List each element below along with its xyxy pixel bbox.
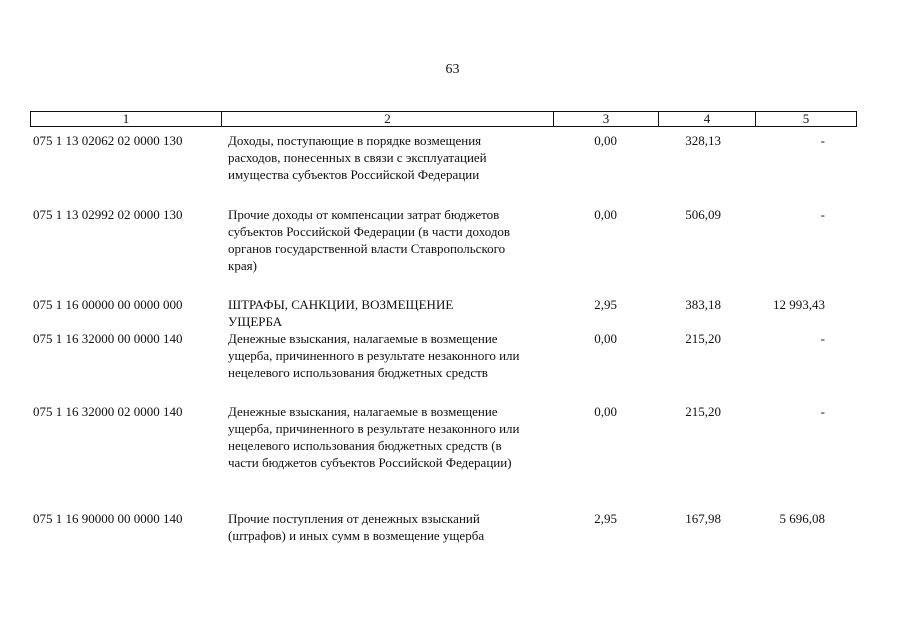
- row-value-col4: 383,18: [685, 297, 721, 312]
- row-value-col5: 5 696,08: [779, 511, 825, 526]
- row-value-col3: 2,95: [594, 297, 617, 312]
- row-value-col4: 506,09: [685, 207, 721, 222]
- row-value-col3: 2,95: [594, 511, 617, 526]
- row-name: Денежные взыскания, налагаемые в возмещение ущерба, причиненного в результате незаконного или нецелевого использования бюджетных средств (в части бюджетов субъектов Российской Федерации): [228, 404, 520, 470]
- row-value-col3: 0,00: [594, 331, 617, 346]
- row-value-col5: -: [820, 207, 825, 222]
- row-name: Прочие поступления от денежных взысканий (штрафов) и иных сумм в возмещение ущерба: [228, 511, 485, 543]
- row-value-col3: 0,00: [594, 207, 617, 222]
- row-value-col5: -: [820, 133, 825, 148]
- column-header-2: 2: [222, 112, 554, 126]
- row-name: Доходы, поступающие в порядке возмещения расходов, понесенных в связи с эксплуатацией имущества субъектов Российской Федерации: [228, 133, 487, 182]
- page-number: 63: [445, 62, 460, 77]
- row-code: 075 1 16 00000 00 0000 000: [33, 297, 183, 312]
- row-name: ШТРАФЫ, САНКЦИИ, ВОЗМЕЩЕНИЕ УЩЕРБА: [228, 297, 454, 329]
- row-value-col4: 215,20: [685, 331, 721, 346]
- row-code: 075 1 16 90000 00 0000 140: [33, 511, 183, 526]
- row-code: 075 1 13 02062 02 0000 130: [33, 133, 183, 148]
- row-value-col5: -: [820, 404, 825, 419]
- row-name: Денежные взыскания, налагаемые в возмещение ущерба, причиненного в результате незаконного или нецелевого использования бюджетных средств: [228, 331, 520, 380]
- row-value-col3: 0,00: [594, 404, 617, 419]
- table-header: [30, 111, 857, 127]
- row-value-col4: 167,98: [685, 511, 721, 526]
- row-value-col4: 328,13: [685, 133, 721, 148]
- column-header-4: 4: [659, 112, 756, 126]
- column-header-5: 5: [802, 111, 810, 126]
- column-header-1: 1: [31, 112, 222, 126]
- row-value-col3: 0,00: [594, 133, 617, 148]
- column-header-3: 3: [554, 112, 659, 126]
- row-value-col5: -: [820, 331, 825, 346]
- row-code: 075 1 16 32000 02 0000 140: [33, 404, 183, 419]
- row-name: Прочие доходы от компенсации затрат бюджетов субъектов Российской Федерации (в части доходов органов государственной власти Ставропольского края): [228, 207, 511, 273]
- row-value-col4: 215,20: [685, 404, 721, 419]
- row-code: 075 1 13 02992 02 0000 130: [33, 207, 183, 222]
- row-code: 075 1 16 32000 00 0000 140: [33, 331, 183, 346]
- row-value-col5: 12 993,43: [773, 297, 825, 312]
